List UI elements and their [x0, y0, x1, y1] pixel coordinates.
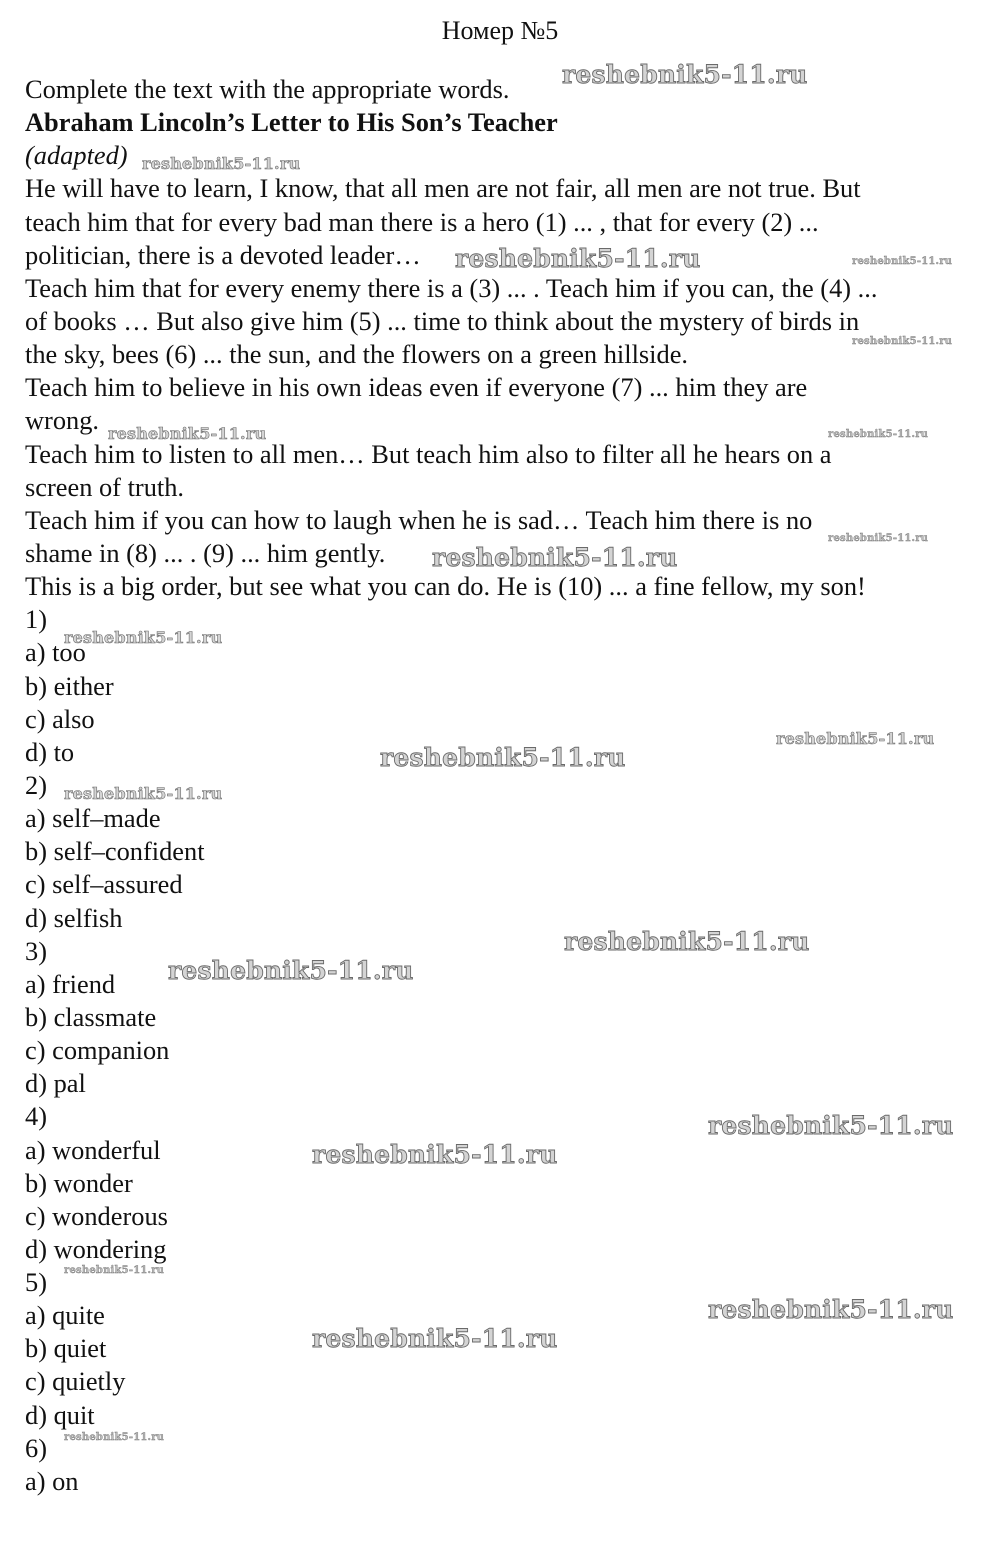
watermark: reshebnik5-11.ru: [708, 1295, 954, 1324]
watermark: reshebnik5-11.ru: [312, 1140, 558, 1169]
watermark: reshebnik5-11.ru: [776, 729, 935, 748]
question-number: 6): [25, 1432, 47, 1463]
page-title: Номер №5: [441, 16, 559, 45]
question-number: 1): [25, 604, 47, 635]
watermark: reshebnik5-11.ru: [168, 956, 414, 985]
answer-option: a) self–made: [25, 803, 161, 834]
watermark: reshebnik5-11.ru: [64, 1432, 165, 1443]
question-6: [25, 1432, 985, 1498]
answer-option: b) quiet: [25, 1333, 107, 1364]
answer-option: c) self–assured: [25, 869, 183, 900]
answer-option: a) friend: [25, 968, 116, 999]
answer-option: d) wondering: [25, 1233, 167, 1264]
passage-line: shame in (8) ... . (9) ... him gently.: [25, 537, 386, 568]
passage-line: of books … But also give him (5) ... time to think about the mystery of birds in: [25, 305, 860, 336]
answer-option: a) quite: [25, 1300, 105, 1331]
passage-line: politician, there is a devoted leader…: [25, 239, 421, 270]
passage-line: the sky, bees (6) ... the sun, and the flowers on a green hillside.: [25, 339, 689, 370]
passage-line: Teach him that for every enemy there is a (3) ... . Teach him if you can, the (4) ...: [25, 272, 878, 303]
answer-option: d) pal: [25, 1068, 86, 1099]
watermark: reshebnik5-11.ru: [142, 154, 301, 173]
watermark: reshebnik5-11.ru: [64, 784, 223, 803]
watermark: reshebnik5-11.ru: [852, 256, 953, 267]
watermark: reshebnik5-11.ru: [380, 743, 626, 772]
question-number: 4): [25, 1101, 47, 1132]
watermark: reshebnik5-11.ru: [64, 1265, 165, 1276]
watermark: reshebnik5-11.ru: [852, 336, 953, 347]
watermark: reshebnik5-11.ru: [312, 1324, 558, 1353]
answer-option: c) companion: [25, 1035, 170, 1066]
watermark: reshebnik5-11.ru: [708, 1111, 954, 1140]
instruction: Complete the text with the appropriate words.: [25, 74, 510, 104]
answer-option: a) wonderful: [25, 1134, 161, 1165]
answer-option: d) to: [25, 736, 75, 767]
answer-option: d) quit: [25, 1399, 95, 1430]
answer-option: c) quietly: [25, 1366, 126, 1397]
answer-option: b) wonder: [25, 1167, 133, 1198]
passage-line: wrong.: [25, 405, 100, 436]
watermark: reshebnik5-11.ru: [564, 927, 810, 956]
letter-subheading: (adapted): [25, 140, 128, 171]
watermark: reshebnik5-11.ru: [432, 543, 678, 572]
watermark: reshebnik5-11.ru: [108, 424, 267, 443]
watermark: reshebnik5-11.ru: [562, 60, 808, 89]
passage-line: He will have to learn, I know, that all men are not fair, all men are not true. But: [25, 173, 861, 204]
watermark: reshebnik5-11.ru: [828, 533, 929, 544]
question-number: 3): [25, 935, 47, 966]
answer-option: d) selfish: [25, 902, 123, 933]
passage-line: This is a big order, but see what you can do. He is (10) ... a fine fellow, my son!: [25, 571, 866, 602]
question-number: 2): [25, 769, 47, 800]
watermark: reshebnik5-11.ru: [64, 628, 223, 647]
watermark: reshebnik5-11.ru: [455, 244, 701, 273]
passage-line: screen of truth.: [25, 471, 185, 502]
answer-option: b) self–confident: [25, 836, 205, 867]
answer-option: b) classmate: [25, 1001, 157, 1032]
answer-option: b) either: [25, 670, 114, 701]
passage-line: Teach him to listen to all men… But teach him also to filter all he hears on a: [25, 438, 832, 469]
answer-option: c) also: [25, 703, 95, 734]
answer-option: a) too: [25, 637, 86, 668]
passage-line: Teach him if you can how to laugh when he is sad… Teach him there is no: [25, 504, 813, 535]
answer-option: a) on: [25, 1465, 79, 1496]
question-number: 5): [25, 1267, 47, 1298]
letter-heading: Abraham Lincoln’s Letter to His Son’s Teacher: [25, 107, 558, 138]
watermark: reshebnik5-11.ru: [828, 429, 929, 440]
passage-line: teach him that for every bad man there is a hero (1) ... , that for every (2) ...: [25, 206, 819, 237]
answer-option: c) wonderous: [25, 1200, 168, 1231]
passage-line: Teach him to believe in his own ideas even if everyone (7) ... him they are: [25, 372, 808, 403]
